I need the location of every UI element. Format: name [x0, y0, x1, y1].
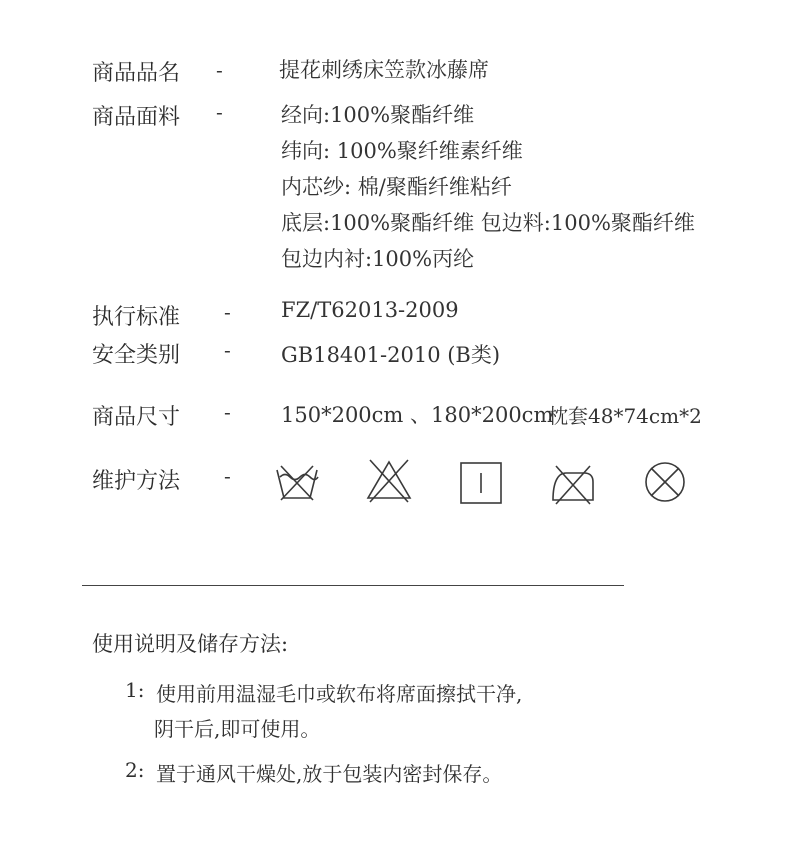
do-not-dry-clean-icon [642, 460, 688, 504]
pillow-size: 枕套48*74cm*2 [548, 404, 702, 428]
fabric-core: 内芯纱: 棉/聚酯纤维粘纤 [281, 175, 512, 199]
instructions-title: 使用说明及储存方法: [92, 632, 289, 656]
fabric-warp: 经向:100%聚酯纤维 [281, 103, 475, 127]
name-value: 提花刺绣床笠款冰藤席 [279, 58, 489, 82]
fabric-dash: - [216, 100, 223, 124]
standard-label: 执行标准 [92, 305, 181, 330]
fabric-weft: 纬向: 100%聚纤维素纤维 [281, 139, 523, 163]
do-not-bleach-icon [366, 458, 412, 502]
safety-label: 安全类别 [92, 343, 181, 368]
care-label: 维护方法 [92, 469, 181, 494]
line-dry-icon [458, 460, 504, 504]
name-dash: - [216, 58, 223, 82]
size-dash: - [224, 400, 231, 424]
do-not-wash-icon [274, 460, 320, 504]
instruction-1-number: 1: [125, 678, 145, 702]
do-not-iron-icon [550, 460, 596, 504]
fabric-label: 商品面料 [92, 105, 181, 130]
size-value: 150*200cm 、180*200cm [281, 403, 554, 427]
fabric-edging-lining: 包边内衬:100%丙纶 [281, 247, 475, 271]
care-dash: - [224, 464, 231, 488]
instruction-1-line-1: 使用前用温湿毛巾或软布将席面擦拭干净, [156, 682, 523, 706]
standard-value: FZ/T62013-2009 [281, 298, 459, 322]
instruction-1-line-2: 阴干后,即可使用。 [154, 717, 321, 741]
size-label: 商品尺寸 [92, 405, 181, 430]
name-label: 商品品名 [92, 61, 181, 86]
safety-value: GB18401-2010 (B类) [281, 343, 501, 367]
instruction-2-number: 2: [125, 758, 145, 782]
standard-dash: - [224, 300, 231, 324]
section-divider [82, 585, 624, 586]
fabric-base-edging: 底层:100%聚酯纤维 包边料:100%聚酯纤维 [281, 211, 695, 235]
instruction-2-line-1: 置于通风干燥处,放于包装内密封保存。 [156, 762, 503, 786]
safety-dash: - [224, 338, 231, 362]
